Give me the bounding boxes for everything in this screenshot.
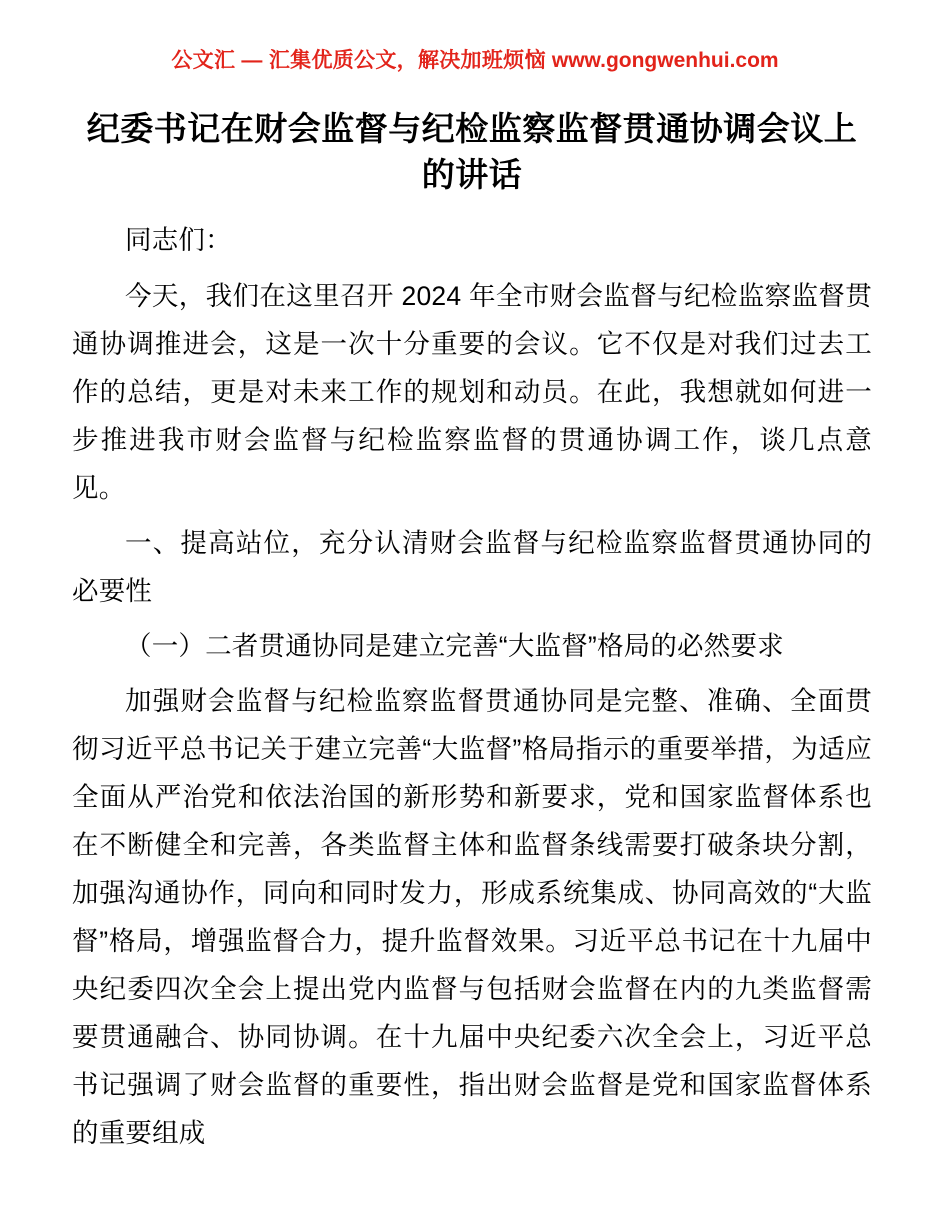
paragraph-body-one: 加强财会监督与纪检监察监督贯通协同是完整、准确、全面贯彻习近平总书记关于建立完善“大监督”格局指示的重要举措，为适应全面从严治党和依法治国的新形势和新要求，党和国家监督体系也在不断健全和完善，各类监督主体和监督条线需要打破条块分割，加强沟通协作，同向和同时发力，形成系统集成、协同高效的“大监督”格局，增强监督合力，提升监督效果。习近平总书记在十九届中央纪委四次全会上提出党内监督与包括财会监督在内的九类监督需要贯通融合、协同协调。在十九届中央纪委六次全会上，习近平总书记强调了财会监督的重要性，指出财会监督是党和国家监督体系的重要组成 bbox=[72, 686, 872, 1148]
document-title: 纪委书记在财会监督与纪检监察监督贯通协调会议上的讲话 bbox=[86, 110, 858, 193]
paragraph-opening: 今天，我们在这里召开 2024 年全市财会监督与纪检监察监督贯通协调推进会，这是一次十分重要的会议。它不仅是对我们过去工作的总结，更是对未来工作的规划和动员。在此，我想就如何进一步推进我市财会监督与纪检监察监督的贯通协调工作，谈几点意见。 bbox=[72, 281, 872, 503]
heading-section-one: 一、提高站位，充分认清财会监督与纪检监察监督贯通协同的必要性 bbox=[72, 528, 872, 606]
site-banner bbox=[0, 48, 950, 73]
site-url-text: www.gongwenhui.com bbox=[551, 49, 779, 72]
heading-subsection-one: （一）二者贯通协同是建立完善“大监督”格局的必然要求 bbox=[125, 631, 784, 661]
paragraph-salutation: 同志们： bbox=[125, 225, 232, 255]
site-brand-text: 公文汇 — 汇集优质公文，解决加班烦恼 bbox=[171, 49, 546, 72]
document-body bbox=[72, 106, 872, 1157]
